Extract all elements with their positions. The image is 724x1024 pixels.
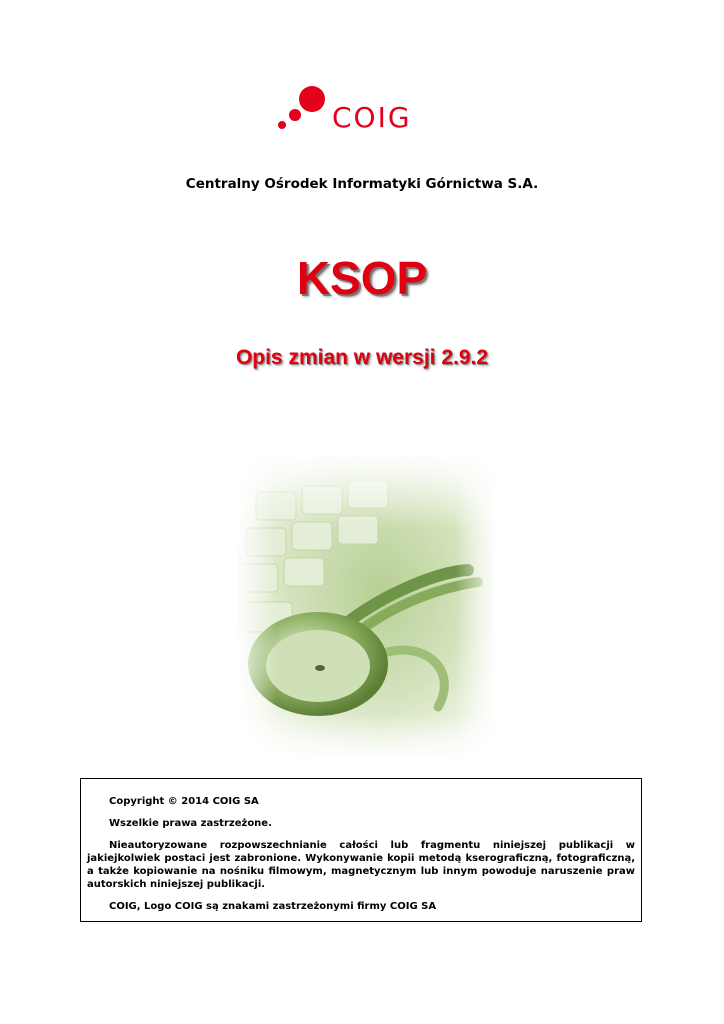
rights-reserved-line: Wszelkie prawa zastrzeżone. <box>109 818 272 829</box>
logo-text: COIG <box>332 101 412 134</box>
trademark-line: COIG, Logo COIG są znakami zastrzeżonymi firmy COIG SA <box>109 901 437 912</box>
stethoscope-image <box>238 452 494 760</box>
coig-dots-icon <box>276 84 332 138</box>
coig-logo <box>276 84 448 138</box>
document-subtitle: Opis zmian w wersji 2.9.2 <box>235 346 489 369</box>
copyright-line: Copyright © 2014 COIG SA <box>109 796 259 807</box>
document-title: KSOP <box>296 252 428 304</box>
copyright-paragraph: Nieautoryzowane rozpowszechnianie całości lub fragmentu niniejszej publikacji w jakiejkolwiek postaci jest zabronione. Wykonywanie kopii metodą kserograficzną, fotograficzną, a także kopiowanie na nośniku filmowym, magnetycznym lub innym powoduje naruszenie praw autorskich niniejszej publikacji. <box>87 840 635 890</box>
company-name: Centralny Ośrodek Informatyki Górnictwa S.A. <box>185 176 539 192</box>
copyright-notice <box>80 778 642 922</box>
